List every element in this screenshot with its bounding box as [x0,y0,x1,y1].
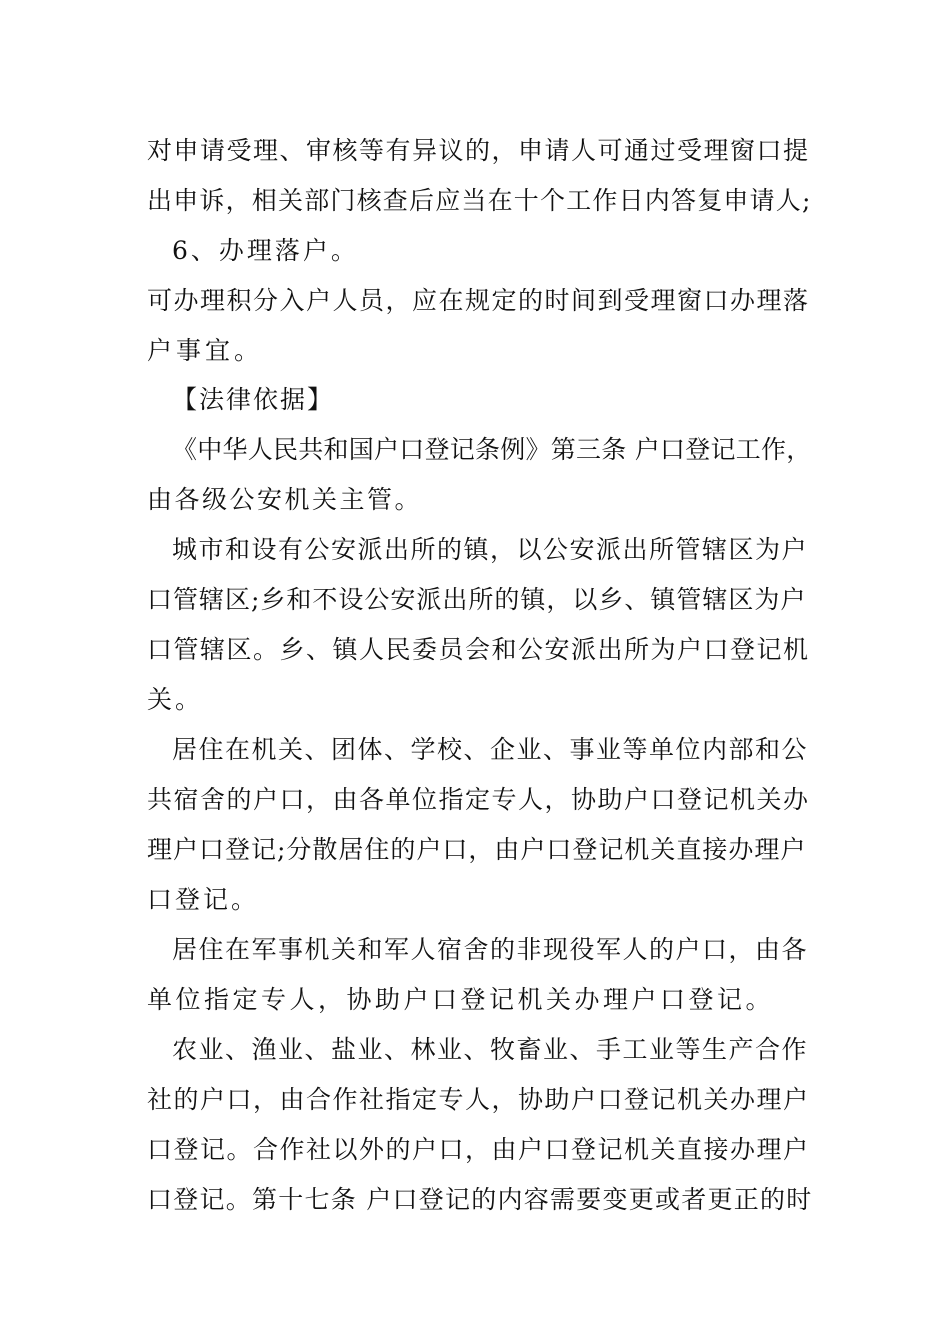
text-line-9: 城市和设有公安派出所的镇，以公安派出所管辖区为户 [172,535,809,564]
text-line-4: 可办理积分入户人员，应在规定的时间到受理窗口办理落 [147,286,810,315]
text-line-15: 理户口登记;分散居住的户口，由户口登记机关直接办理户 [147,835,807,864]
text-line-6: 【法律依据】 [172,385,335,414]
text-line-1: 对申请受理、审核等有异议的，申请人可通过受理窗口提 [147,136,810,165]
text-line-14: 共宿舍的户口，由各单位指定专人，协助户口登记机关办 [147,785,810,814]
text-line-3: 6、办理落户。 [172,236,359,265]
text-line-8: 由各级公安机关主管。 [147,485,423,514]
text-line-17: 居住在军事机关和军人宿舍的非现役军人的户口，由各 [172,935,809,964]
text-line-5: 户事宜。 [147,336,264,365]
text-line-12: 关。 [147,685,204,714]
text-line-7: 《中华人民共和国户口登记条例》第三条 户口登记工作， [172,435,812,464]
text-line-16: 口登记。 [147,885,260,914]
text-line-10: 口管辖区;乡和不设公安派出所的镇，以乡、镇管辖区为户 [147,585,807,614]
text-line-21: 口登记。合作社以外的户口，由户口登记机关直接办理户 [147,1135,810,1164]
text-line-13: 居住在机关、团体、学校、企业、事业等单位内部和公 [172,735,809,764]
text-line-22: 口登记。第十七条 户口登记的内容需要变更或者更正的时 [147,1185,813,1214]
text-line-18: 单位指定专人，协助户口登记机关办理户口登记。 [147,985,775,1014]
text-line-11: 口管辖区。乡、镇人民委员会和公安派出所为户口登记机 [147,635,810,664]
text-line-20: 社的户口，由合作社指定专人，协助户口登记机关办理户 [147,1085,810,1114]
text-line-19: 农业、渔业、盐业、林业、牧畜业、手工业等生产合作 [172,1035,809,1064]
text-line-2: 出申诉，相关部门核查后应当在十个工作日内答复申请人; [147,186,812,215]
